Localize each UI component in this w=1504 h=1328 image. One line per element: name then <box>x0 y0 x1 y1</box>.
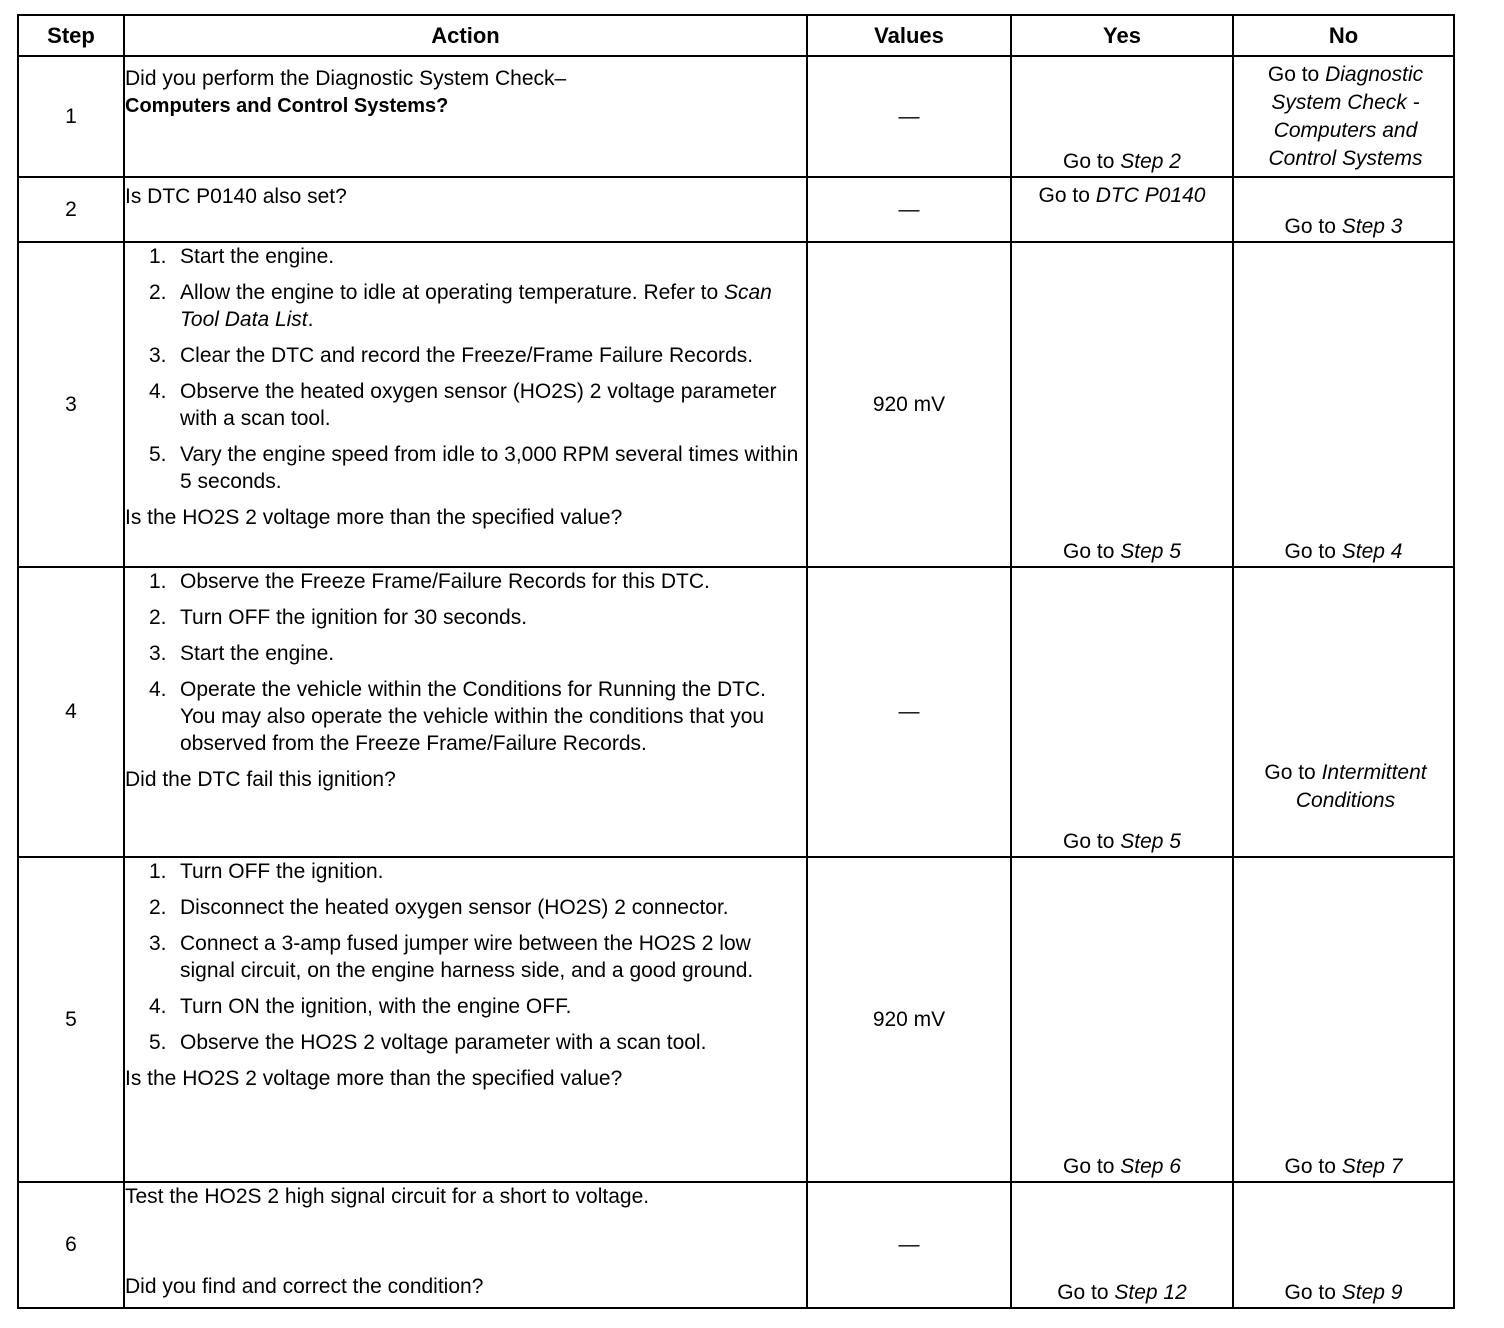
step-list <box>125 858 806 1056</box>
list-item: 2. Allow the engine to idle at operating temperature. Refer to Scan Tool Data List. <box>149 281 772 331</box>
header-no: No <box>1233 15 1454 56</box>
yes-link[interactable]: Step 12 <box>1114 1281 1187 1304</box>
step-number: 1 <box>18 56 124 177</box>
yes-link[interactable]: Step 5 <box>1120 540 1181 563</box>
yes-cell: Go to DTC P0140 <box>1011 177 1233 242</box>
list-item: 1. Observe the Freeze Frame/Failure Records for this DTC. <box>149 570 710 593</box>
yes-cell: Go to Step 2 <box>1011 56 1233 177</box>
step-number: 6 <box>18 1182 124 1308</box>
value-cell: — <box>807 56 1011 177</box>
diagnostic-table <box>17 14 1455 1309</box>
no-cell: Go to Step 9 <box>1233 1182 1454 1308</box>
no-cell: Go to Step 4 <box>1233 242 1454 567</box>
table-row <box>18 1182 1454 1308</box>
value-cell: — <box>807 567 1011 857</box>
value-cell: 920 mV <box>807 857 1011 1182</box>
question: Did you find and correct the condition? <box>125 1275 484 1298</box>
scan-tool-data-list-link[interactable]: Scan Tool Data List <box>180 281 772 331</box>
yes-link[interactable]: DTC P0140 <box>1095 184 1206 207</box>
yes-link[interactable]: Step 6 <box>1120 1155 1181 1178</box>
action-cell <box>124 1182 807 1308</box>
header-row <box>18 15 1454 56</box>
step-list <box>125 568 806 757</box>
list-item: 4. Operate the vehicle within the Conditions for Running the DTC. You may also operate the vehicle within the conditions that you observed from the Freeze Frame/Failure Records. <box>149 678 766 755</box>
table-row <box>18 857 1454 1182</box>
step-number: 2 <box>18 177 124 242</box>
question: Is the HO2S 2 voltage more than the specified value? <box>125 1067 623 1090</box>
table-row <box>18 242 1454 567</box>
list-item: 4. Observe the heated oxygen sensor (HO2S) 2 voltage parameter with a scan tool. <box>149 380 777 430</box>
table-row <box>18 567 1454 857</box>
no-cell: Go to Intermittent Conditions <box>1233 567 1454 857</box>
no-link[interactable]: Step 7 <box>1341 1155 1403 1178</box>
list-item: 1. Start the engine. <box>149 245 335 268</box>
yes-cell: Go to Step 5 <box>1011 567 1233 857</box>
list-item: 4. Turn ON the ignition, with the engine OFF. <box>149 995 572 1018</box>
table-row <box>18 56 1454 177</box>
list-item: 2. Disconnect the heated oxygen sensor (HO2S) 2 connector. <box>149 896 729 919</box>
yes-cell: Go to Step 12 <box>1011 1182 1233 1308</box>
list-item: 5. Vary the engine speed from idle to 3,000 RPM several times within 5 seconds. <box>149 443 799 493</box>
header-action: Action <box>124 15 807 56</box>
no-cell: Go to Step 3 <box>1233 177 1454 242</box>
step-number: 5 <box>18 857 124 1182</box>
header-values: Values <box>807 15 1011 56</box>
no-cell: Go to Step 7 <box>1233 857 1454 1182</box>
no-cell: Go to Diagnostic System Check - Computers and Control Systems <box>1233 56 1454 177</box>
question: Did the DTC fail this ignition? <box>125 768 396 791</box>
list-item: 5. Observe the HO2S 2 voltage parameter with a scan tool. <box>149 1031 707 1054</box>
action-cell <box>124 242 807 567</box>
no-link[interactable]: Step 9 <box>1341 1281 1403 1304</box>
no-link[interactable]: Intermittent Conditions <box>1295 761 1427 812</box>
header-yes: Yes <box>1011 15 1233 56</box>
step-number: 4 <box>18 567 124 857</box>
no-link[interactable]: Diagnostic System Check - Computers and Control Systems <box>1268 63 1424 170</box>
yes-cell: Go to Step 6 <box>1011 857 1233 1182</box>
yes-link[interactable]: Step 2 <box>1120 150 1181 173</box>
action-cell <box>124 56 807 177</box>
header-step: Step <box>18 15 124 56</box>
instruction: Test the HO2S 2 high signal circuit for a short to voltage. <box>125 1185 650 1208</box>
question: Is the HO2S 2 voltage more than the specified value? <box>125 506 623 529</box>
action-cell <box>124 177 807 242</box>
step-list <box>125 243 806 495</box>
list-item: 2. Turn OFF the ignition for 30 seconds. <box>149 606 528 629</box>
action-cell <box>124 567 807 857</box>
no-link[interactable]: Step 4 <box>1341 540 1403 563</box>
step-number: 3 <box>18 242 124 567</box>
list-item: 1. Turn OFF the ignition. <box>149 860 384 883</box>
list-item: 3. Clear the DTC and record the Freeze/Frame Failure Records. <box>149 344 754 367</box>
question: Did you perform the Diagnostic System Check– Computers and Control Systems? <box>125 67 567 117</box>
value-cell: — <box>807 177 1011 242</box>
table-row <box>18 177 1454 242</box>
yes-cell: Go to Step 5 <box>1011 242 1233 567</box>
yes-link[interactable]: Step 5 <box>1120 830 1181 853</box>
action-cell <box>124 857 807 1182</box>
list-item: 3. Start the engine. <box>149 642 335 665</box>
value-cell: — <box>807 1182 1011 1308</box>
no-link[interactable]: Step 3 <box>1341 215 1403 238</box>
question: Is DTC P0140 also set? <box>125 185 347 208</box>
value-cell: 920 mV <box>807 242 1011 567</box>
list-item: 3. Connect a 3-amp fused jumper wire between the HO2S 2 low signal circuit, on the engine harness side, and a good ground. <box>149 932 754 982</box>
